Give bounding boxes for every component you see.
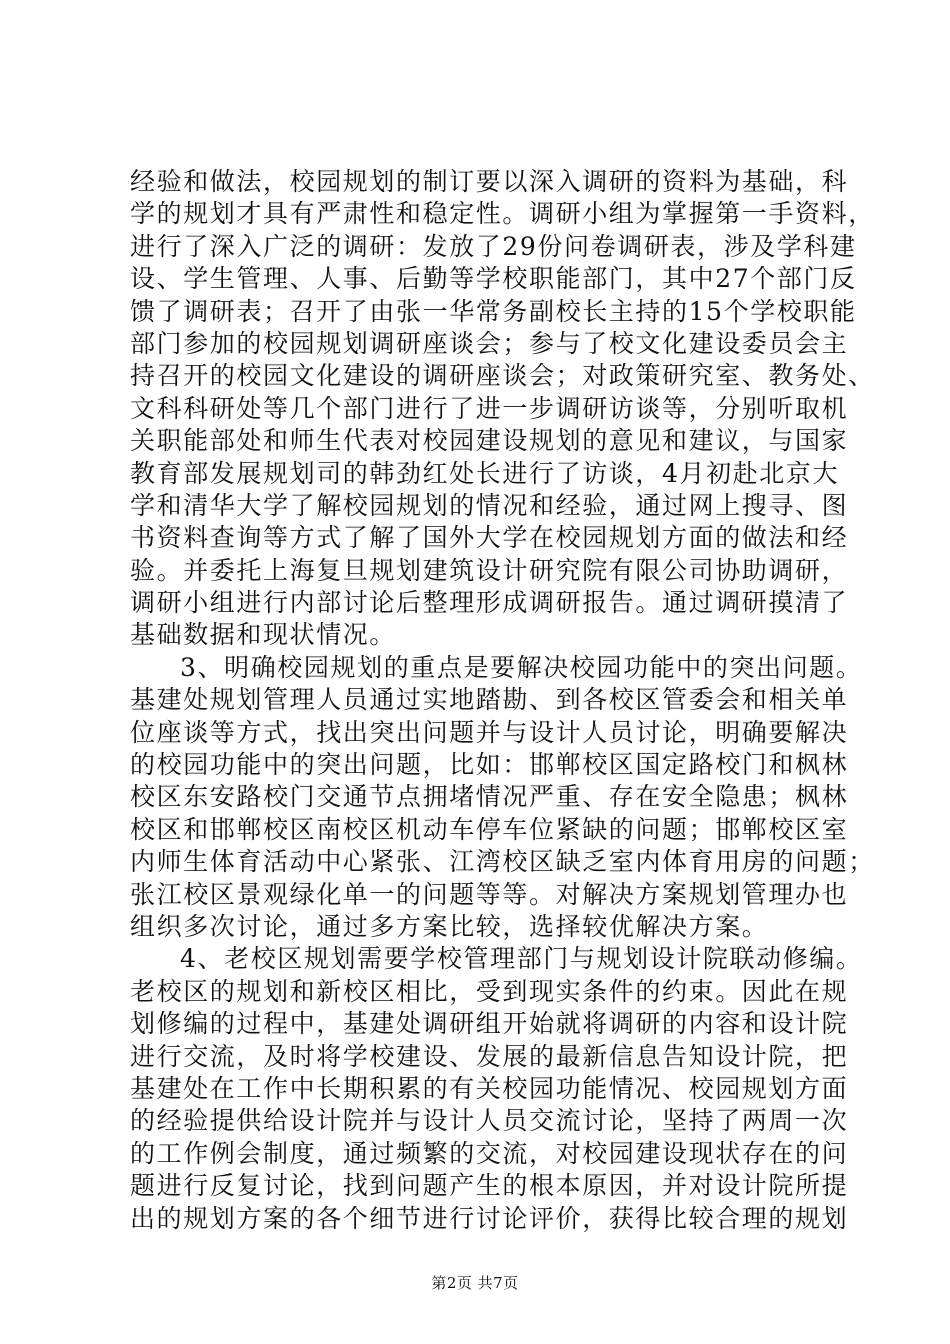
text-line: 的工作例会制度，通过频繁的交流，对校园建设现状存在的问 xyxy=(130,1138,849,1168)
text-line: 3、明确校园规划的重点是要解决校园功能中的突出问题。 xyxy=(180,652,863,682)
text-line: 学的规划才具有严肃性和稳定性。调研小组为掌握第一手资料， xyxy=(130,199,875,229)
text-line: 验。并委托上海复旦规划建筑设计研究院有限公司协助调研， xyxy=(130,555,849,585)
text-line: 关职能部处和师生代表对校园建设规划的意见和建议，与国家 xyxy=(130,426,849,456)
text-line: 持召开的校园文化建设的调研座谈会；对政策研究室、教务处、 xyxy=(130,361,875,391)
text-line: 基建处规划管理人员通过实地踏勘、到各校区管委会和相关单 xyxy=(130,685,849,715)
text-line: 基建处在工作中长期积累的有关校园功能情况、校园规划方面 xyxy=(130,1073,849,1103)
text-line: 学和清华大学了解校园规划的情况和经验，通过网上搜寻、图 xyxy=(130,490,849,520)
text-line: 校区东安路校门交通节点拥堵情况严重、存在安全隐患；枫林 xyxy=(130,782,849,812)
text-line: 经验和做法，校园规划的制订要以深入调研的资料为基础，科 xyxy=(130,167,849,196)
text-line: 进行了深入广泛的调研：发放了29份问卷调研表，涉及学科建 xyxy=(130,231,857,261)
text-line: 进行交流，及时将学校建设、发展的最新信息告知设计院，把 xyxy=(130,1041,849,1071)
text-line: 题进行反复讨论，找到问题产生的根本原因，并对设计院所提 xyxy=(130,1171,849,1201)
text-line: 设、学生管理、人事、后勤等学校职能部门，其中27个部门反 xyxy=(130,264,857,294)
text-line: 部门参加的校园规划调研座谈会；参与了校文化建设委员会主 xyxy=(130,328,849,358)
text-line: 4、老校区规划需要学校管理部门与规划设计院联动修编。 xyxy=(180,944,863,974)
paragraph-3 xyxy=(130,943,863,1235)
paragraph-1 xyxy=(130,166,875,652)
text-line: 的经验提供给设计院并与设计人员交流讨论，坚持了两周一次 xyxy=(130,1106,849,1136)
body-text xyxy=(130,166,875,1235)
page-footer xyxy=(0,1272,950,1293)
text-line: 位座谈等方式，找出突出问题并与设计人员讨论，明确要解决 xyxy=(130,717,849,747)
text-line: 馈了调研表；召开了由张一华常务副校长主持的15个学校职能 xyxy=(130,296,857,326)
text-line: 出的规划方案的各个细节进行讨论评价，获得比较合理的规划 xyxy=(130,1203,849,1233)
text-line: 书资料查询等方式了解了国外大学在校园规划方面的做法和经 xyxy=(130,523,849,553)
text-line: 内师生体育活动中心紧张、江湾校区缺乏室内体育用房的问题； xyxy=(130,847,875,877)
text-line: 张江校区景观绿化单一的问题等等。对解决方案规划管理办也 xyxy=(130,879,849,909)
text-line: 校区和邯郸校区南校区机动车停车位紧缺的问题；邯郸校区室 xyxy=(130,814,849,844)
text-line: 划修编的过程中，基建处调研组开始就将调研的内容和设计院 xyxy=(130,1009,849,1039)
text-line: 教育部发展规划司的韩劲红处长进行了访谈，4月初赴北京大 xyxy=(130,458,840,488)
text-line: 组织多次讨论，通过多方案比较，选择较优解决方案。 xyxy=(130,911,769,941)
text-line: 文科科研处等几个部门进行了进一步调研访谈等，分别听取机 xyxy=(130,393,849,423)
paragraph-2 xyxy=(130,652,875,944)
page-number: 第2页 共7页 xyxy=(431,1274,519,1292)
text-line: 调研小组进行内部讨论后整理形成调研报告。通过调研摸清了 xyxy=(130,588,849,618)
text-line: 老校区的规划和新校区相比，受到现实条件的约束。因此在规 xyxy=(130,976,849,1006)
text-line: 的校园功能中的突出问题，比如：邯郸校区国定路校门和枫林 xyxy=(130,750,849,780)
text-line: 基础数据和现状情况。 xyxy=(130,620,397,650)
